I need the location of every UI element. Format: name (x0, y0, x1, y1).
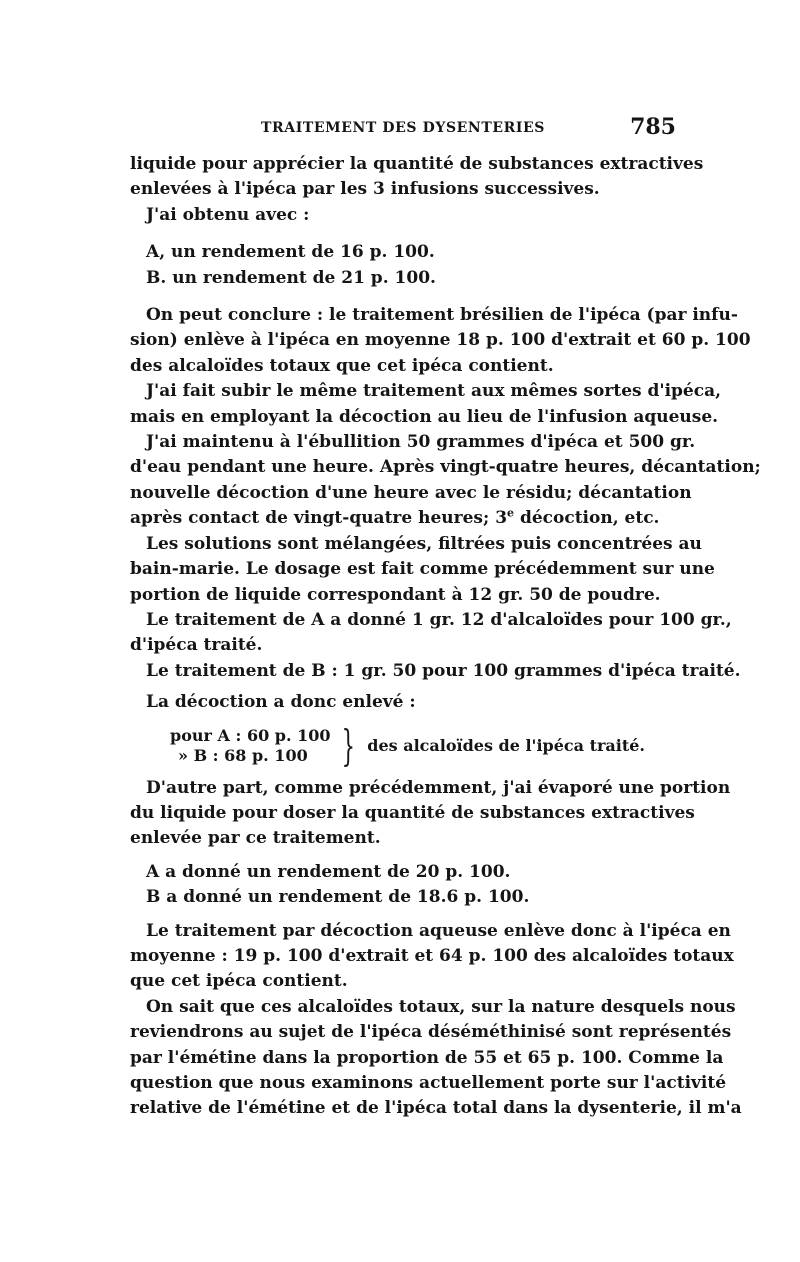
text-line: d'eau pendant une heure. Après vingt-quatre heures, décantation; (130, 457, 761, 478)
spacer (130, 911, 672, 919)
text-line: que cet ipéca contient. (130, 971, 348, 992)
page-number: 785 (630, 114, 676, 140)
text-line: J'ai obtenu avec : (146, 204, 310, 225)
text-line: On peut conclure : le traitement brésilien de l'ipéca (par infu- (146, 305, 738, 326)
text-line: Le traitement par décoction aqueuse enlève donc à l'ipéca en (146, 920, 731, 941)
text-line: du liquide pour doser la quantité de substances extractives (130, 802, 695, 823)
text-line: enlevée par ce traitement. (130, 828, 381, 849)
text-line: des alcaloïdes totaux que cet ipéca contient. (130, 355, 554, 376)
text-line: question que nous examinons actuellement porte sur l'activité (130, 1073, 727, 1093)
text-line: J'ai fait subir le même traitement aux mêmes sortes d'ipéca, (146, 381, 722, 402)
text-line (130, 506, 672, 531)
text-line: d'ipéca traité. (130, 635, 263, 656)
running-header (130, 114, 676, 144)
spacer (130, 852, 672, 860)
text-line: Le traitement de B : 1 gr. 50 pour 100 grammes d'ipéca traité. (146, 660, 741, 681)
brace-glyph: } (341, 720, 355, 770)
text-line: Les solutions sont mélangées, filtrées puis concentrées au (146, 533, 702, 554)
text-line: sion) enlève à l'ipéca en moyenne 18 p. 100 d'extrait et 60 p. 100 (130, 330, 751, 351)
spacer (130, 291, 672, 303)
text-line: J'ai maintenu à l'ébullition 50 grammes d'ipéca et 500 gr. (146, 432, 696, 453)
text-line: moyenne : 19 p. 100 d'extrait et 64 p. 100 des alcaloïdes totaux (130, 945, 734, 966)
text-line: Le traitement de A a donné 1 gr. 12 d'alcaloïdes pour 100 gr., (146, 609, 732, 630)
formula-row-a: pour A : 60 p. 100 (170, 725, 331, 745)
formula-block (170, 722, 672, 770)
page-body (130, 152, 761, 1122)
text-line: A, un rendement de 16 p. 100. (146, 242, 435, 263)
text-line: D'autre part, comme précédemment, j'ai évaporé une portion (146, 777, 731, 798)
text-line: B a donné un rendement de 18.6 p. 100. (146, 887, 530, 908)
text-line: B. un rendement de 21 p. 100. (146, 267, 436, 288)
text-line: La décoction a donc enlevé : (146, 692, 416, 713)
text-line: bain-marie. Le dosage est fait comme précédemment sur une (130, 559, 715, 580)
text-line: nouvelle décoction d'une heure avec le résidu; décantation (130, 482, 692, 503)
spacer (130, 228, 672, 240)
text-line: liquide pour apprécier la quantité de substances extractives (130, 154, 704, 174)
running-title: TRAITEMENT DES DYSENTERIES (261, 120, 545, 136)
text-line: mais en employant la décoction au lieu de l'infusion aqueuse. (130, 406, 719, 427)
formula-row-b: » B : 68 p. 100 (178, 745, 308, 765)
text-line: par l'émétine dans la proportion de 55 et 65 p. 100. Comme la (130, 1047, 724, 1068)
text-line: enlevées à l'ipéca par les 3 infusions successives. (130, 179, 600, 200)
formula-rows (170, 726, 331, 766)
text-line: On sait que ces alcaloïdes totaux, sur la nature desquels nous (146, 996, 736, 1017)
text-line: A a donné un rendement de 20 p. 100. (146, 861, 511, 882)
text-span: décoction, etc. (514, 508, 660, 529)
text-line: portion de liquide correspondant à 12 gr. 50 de poudre. (130, 584, 661, 605)
formula-text: des alcaloïdes de l'ipéca traité. (367, 735, 645, 755)
text-span: après contact de vingt-quatre heures; 3 (130, 508, 508, 529)
text-line: relative de l'émétine et de l'ipéca total dans la dysenterie, il m'a (130, 1098, 742, 1119)
text-line: reviendrons au sujet de l'ipéca déséméthinisé sont représentés (130, 1022, 732, 1043)
superscript: e (507, 506, 515, 520)
